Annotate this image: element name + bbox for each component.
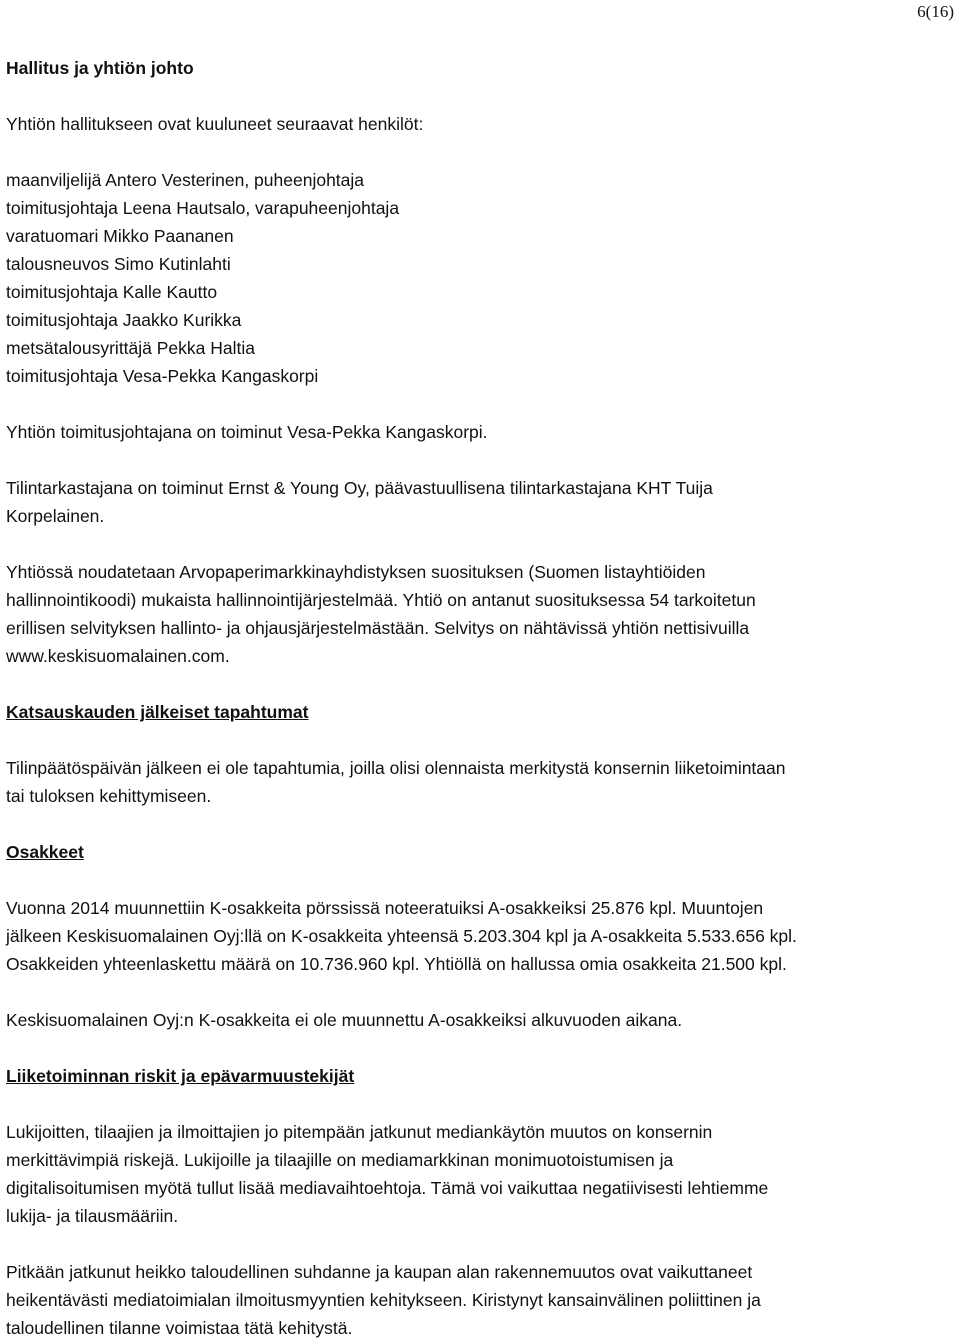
paragraph-line: Osakkeiden yhteenlaskettu määrä on 10.736.960 kpl. Yhtiöllä on hallussa omia osakkeita 21.500 kpl. (6, 954, 787, 974)
paragraph-line: www.keskisuomalainen.com. (6, 646, 230, 666)
board-member-list (6, 166, 956, 390)
shares-conversion-paragraph (6, 1006, 956, 1034)
paragraph-line: Tilinpäätöspäivän jälkeen ei ole tapahtumia, joilla olisi olennaista merkitystä konsernin liiketoimintaan (6, 758, 786, 778)
board-member: toimitusjohtaja Vesa-Pekka Kangaskorpi (6, 366, 319, 386)
paragraph-line: Keskisuomalainen Oyj:n K-osakkeita ei ole muunnettu A-osakkeiksi alkuvuoden aikana. (6, 1010, 683, 1030)
governance-paragraph (6, 558, 956, 670)
ceo-paragraph: Yhtiön toimitusjohtajana on toiminut Vesa-Pekka Kangaskorpi. (6, 422, 488, 442)
economy-paragraph (6, 1258, 956, 1342)
section-heading-shares: Osakkeet (6, 842, 84, 862)
page-number: 6(16) (917, 2, 954, 21)
section-heading-board: Hallitus ja yhtiön johto (6, 58, 194, 78)
paragraph-line: Korpelainen. (6, 506, 105, 526)
board-member: maanviljelijä Antero Vesterinen, puheenjohtaja (6, 170, 365, 190)
paragraph-line: taloudellinen tilanne voimistaa tätä kehitystä. (6, 1318, 353, 1338)
paragraph-line: jälkeen Keskisuomalainen Oyj:llä on K-osakkeita yhteensä 5.203.304 kpl ja A-osakkeita 5.533.656 kpl. (6, 926, 797, 946)
board-member: toimitusjohtaja Jaakko Kurikka (6, 310, 242, 330)
paragraph-line: Yhtiössä noudatetaan Arvopaperimarkkinayhdistyksen suosituksen (Suomen listayhtiöiden (6, 562, 706, 582)
paragraph-line: Pitkään jatkunut heikko taloudellinen suhdanne ja kaupan alan rakennemuutos ovat vaikuttaneet (6, 1262, 753, 1282)
paragraph-line: merkittävimpiä riskejä. Lukijoille ja tilaajille on mediamarkkinan monimuotoistumisen ja (6, 1150, 674, 1170)
risks-paragraph (6, 1118, 956, 1230)
paragraph-line: Vuonna 2014 muunnettiin K-osakkeita pörssissä noteeratuiksi A-osakkeiksi 25.876 kpl. Muuntojen (6, 898, 764, 918)
board-member: talousneuvos Simo Kutinlahti (6, 254, 231, 274)
board-intro: Yhtiön hallitukseen ovat kuuluneet seuraavat henkilöt: (6, 114, 424, 134)
paragraph-line: Lukijoitten, tilaajien ja ilmoittajien jo pitempään jatkunut mediankäytön muutos on konsernin (6, 1122, 713, 1142)
subsequent-events-paragraph (6, 754, 956, 810)
paragraph-line: heikentävästi mediatoimialan ilmoitusmyyntien kehitykseen. Kiristynyt kansainvälinen poliittinen ja (6, 1290, 761, 1310)
paragraph-line: digitalisoitumisen myötä tullut lisää mediavaihtoehtoja. Tämä voi vaikuttaa negatiivisesti lehtiemme (6, 1178, 769, 1198)
paragraph-line: hallinnointikoodi) mukaista hallinnointijärjestelmää. Yhtiö on antanut suosituksessa 54 tarkoitetun (6, 590, 756, 610)
document-body (6, 54, 956, 1342)
auditor-paragraph (6, 474, 956, 530)
shares-paragraph (6, 894, 956, 978)
board-member: toimitusjohtaja Leena Hautsalo, varapuheenjohtaja (6, 198, 400, 218)
board-member: toimitusjohtaja Kalle Kautto (6, 282, 218, 302)
paragraph-line: tai tuloksen kehittymiseen. (6, 786, 212, 806)
board-member: varatuomari Mikko Paananen (6, 226, 234, 246)
paragraph-line: erillisen selvityksen hallinto- ja ohjausjärjestelmästään. Selvitys on nähtävissä yhtiön nettisivuilla (6, 618, 750, 638)
section-heading-subsequent-events: Katsauskauden jälkeiset tapahtumat (6, 702, 309, 722)
paragraph-line: lukija- ja tilausmääriin. (6, 1206, 179, 1226)
section-heading-risks: Liiketoiminnan riskit ja epävarmuustekijät (6, 1066, 355, 1086)
paragraph-line: Tilintarkastajana on toiminut Ernst & Young Oy, päävastuullisena tilintarkastajana KHT Tuija (6, 478, 713, 498)
board-member: metsätalousyrittäjä Pekka Haltia (6, 338, 255, 358)
